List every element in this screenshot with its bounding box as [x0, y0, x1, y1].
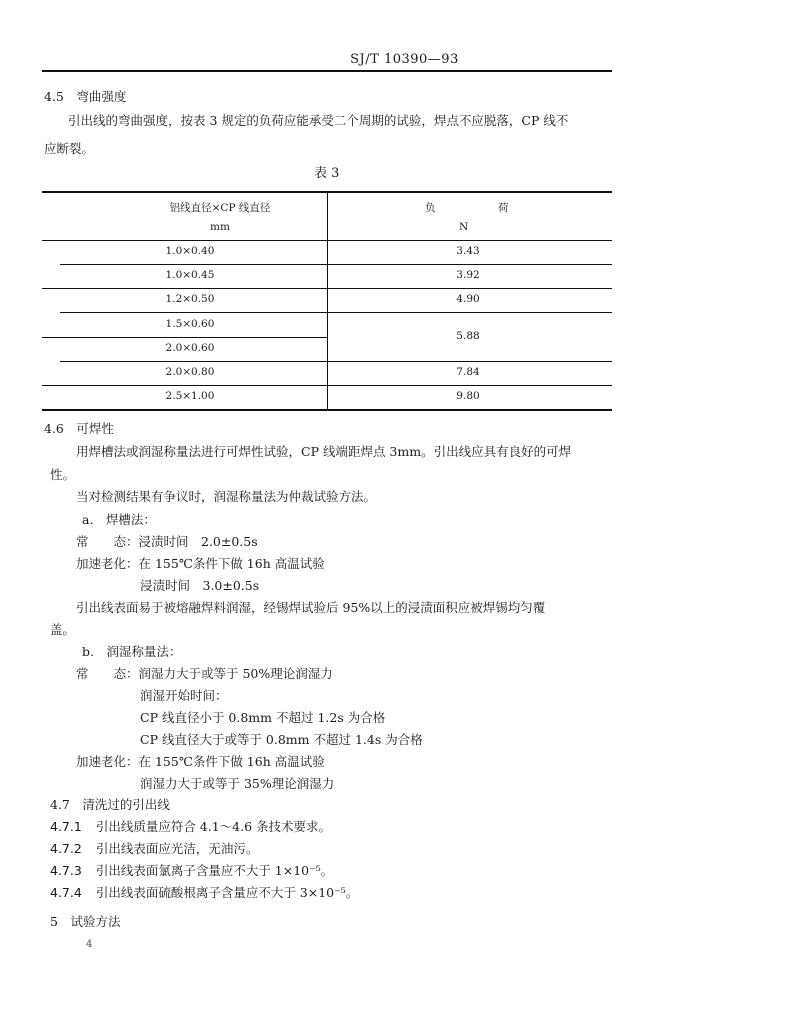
table-3-title: 表 3: [314, 166, 340, 181]
section-4-7-title: 4.7 清洗过的引出线: [50, 797, 170, 812]
method-a-aging: 加速老化：在 155℃条件下做 16h 高温试验: [76, 556, 325, 571]
item-number: 4.7.2: [50, 841, 82, 856]
table-column-divider: [327, 191, 328, 409]
method-b-aging: 加速老化：在 155℃条件下做 16h 高温试验: [76, 754, 325, 769]
table-bottom-rule: [42, 409, 612, 411]
section-4-5-para-line1: 引出线的弯曲强度，按表 3 规定的负荷应能承受二个周期的试验，焊点不应脱落，CP 线不: [68, 113, 569, 128]
table-row-dims: 1.2×0.50: [165, 293, 215, 305]
table-row-dims: 2.0×0.60: [165, 342, 215, 354]
list-item: [50, 818, 331, 836]
section-4-5-para-line2: 应断裂。: [44, 141, 95, 156]
table-row-rule: [42, 288, 612, 289]
table-col1-header: 铝线直径×CP 线直径: [169, 202, 271, 214]
section-5-title: 5 试验方法: [50, 914, 121, 929]
page-number: 4: [86, 939, 93, 950]
table-row-load: 3.43: [456, 245, 480, 257]
item-text: 引出线表面氯离子含量应不大于 1×10⁻⁵。: [95, 863, 334, 878]
method-b-cond2: CP 线直径大于或等于 0.8mm 不超过 1.4s 为合格: [140, 732, 423, 747]
item-number: 4.7.1: [50, 819, 82, 834]
method-b-cond1: CP 线直径小于 0.8mm 不超过 1.2s 为合格: [140, 710, 386, 725]
method-b-title: b. 润湿称量法：: [82, 644, 182, 659]
item-text: 引出线表面硫酸根离子含量应不大于 3×10⁻⁵。: [95, 885, 359, 900]
header-standard-code: SJ/T 10390—93: [350, 52, 459, 67]
section-4-6-title: 4.6 可焊性: [44, 421, 114, 436]
table-row-rule: [60, 312, 612, 313]
method-a-title: a. 焊槽法：: [82, 512, 156, 527]
table-col2-header-a: 负: [425, 202, 436, 214]
method-a-result-line2: 盖。: [50, 622, 76, 637]
table-row-rule: [60, 264, 612, 265]
table-row-dims: 1.5×0.60: [165, 318, 215, 330]
method-b-normal: 常 态：润湿力大于或等于 50%理论润湿力: [76, 666, 333, 681]
section-4-5-title: 4.5 弯曲强度: [44, 89, 127, 104]
table-row-rule: [60, 361, 612, 362]
table-row-rule: [42, 385, 612, 386]
table-row-rule-partial: [42, 337, 327, 338]
list-item: [50, 840, 258, 858]
table-col1-unit: mm: [210, 221, 230, 233]
method-a-result-line1: 引出线表面易于被熔融焊料润湿，经锡焊试验后 95%以上的浸渍面积应被焊锡均匀覆: [76, 600, 546, 615]
table-col2-unit: N: [459, 221, 469, 233]
method-b-start: 润湿开始时间：: [140, 688, 228, 703]
table-row-load: 7.84: [456, 366, 480, 378]
table-row-load: 9.80: [456, 390, 480, 402]
table-row-dims: 2.5×1.00: [165, 390, 215, 402]
method-a-aging-time: 浸渍时间 3.0±0.5s: [140, 578, 260, 593]
table-row-dims: 1.0×0.40: [165, 245, 215, 257]
section-4-6-p1-line2: 性。: [50, 467, 76, 482]
section-4-6-p2: 当对检测结果有争议时，润湿称量法为仲裁试验方法。: [76, 489, 377, 504]
item-number: 4.7.4: [50, 885, 82, 900]
table-row-dims: 2.0×0.80: [165, 366, 215, 378]
method-a-normal: 常 态：浸渍时间 2.0±0.5s: [76, 534, 258, 549]
list-item: [50, 862, 333, 880]
table-row-dims: 1.0×0.45: [165, 269, 215, 281]
section-4-6-p1-line1: 用焊槽法或润湿称量法进行可焊性试验，CP 线端距焊点 3mm。引出线应具有良好的可焊: [76, 444, 572, 459]
table-col2-header-b: 荷: [498, 202, 509, 214]
list-item: [50, 884, 358, 902]
table-row-load: 3.92: [456, 269, 480, 281]
method-b-aging-result: 润湿力大于或等于 35%理论润湿力: [140, 776, 335, 791]
table-header-rule: [42, 240, 612, 241]
header-rule: [42, 70, 612, 72]
table-row-load-merged: 5.88: [456, 330, 480, 342]
item-number: 4.7.3: [50, 863, 82, 878]
item-text: 引出线质量应符合 4.1～4.6 条技术要求。: [95, 819, 332, 834]
table-row-load: 4.90: [456, 293, 480, 305]
item-text: 引出线表面应光洁，无油污。: [95, 841, 259, 856]
